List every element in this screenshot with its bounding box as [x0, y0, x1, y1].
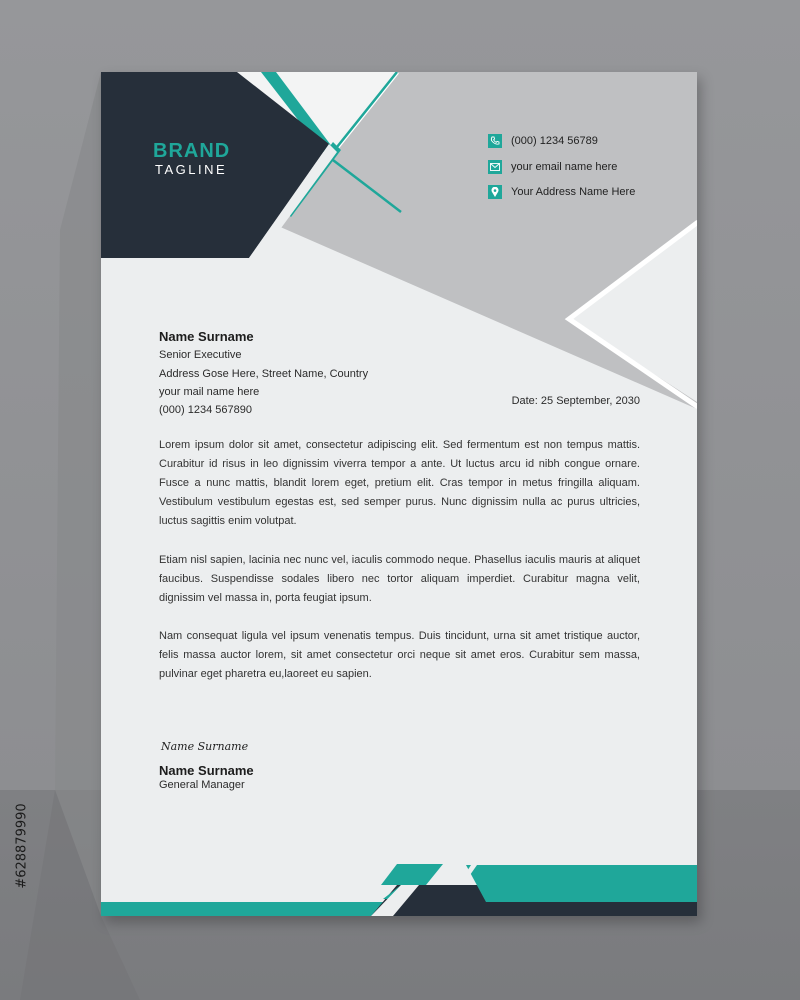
sender-phone: (000) 1234 567890 [159, 404, 252, 416]
body-paragraph-2: Etiam nisl sapien, lacinia nec nunc vel, iaculis commodo neque. Phasellus iaculis mauris at aliquet faucibus. Suspendisse sodales libero nec tortor aliquam imperdiet. Curabitur magna velit, dignissim vel massa in, porta feugiat ipsum. [159, 554, 640, 604]
contact-email [488, 159, 617, 175]
brand-name: BRAND [153, 140, 231, 162]
location-pin-icon [488, 185, 502, 199]
letter-date: Date: 25 September, 2030 [511, 395, 640, 407]
contact-phone [488, 133, 598, 149]
phone-icon [488, 134, 502, 148]
body-paragraph-1: Lorem ipsum dolor sit amet, consectetur adipiscing elit. Sed fermentum est non tempus mattis. Curabitur id risus in leo dignissim viverra tempor a ante. Ut luctus arcu id nibh congue ornare. Fusce a nunc mattis, blandit lorem eget, pretium elit. Cras tempor in metus fringilla aliquam. Vestibulum vestibulum egestas est, sed semper purus. Nunc dignissim nulla ac purus ultricies, luctus sagittis enim volutpat. [159, 439, 640, 527]
sender-email: your mail name here [159, 386, 260, 398]
letterhead-sheet [101, 72, 697, 916]
signature-script: Name Surname [161, 740, 249, 753]
footer-teal-tab [381, 864, 443, 885]
contact-address-text: Your Address Name Here [511, 186, 636, 198]
contact-phone-text: (000) 1234 56789 [511, 135, 598, 147]
sender-name: Name Surname [159, 329, 254, 344]
email-icon [488, 160, 502, 174]
sender-address: Address Gose Here, Street Name, Country [159, 368, 369, 380]
contact-email-text: your email name here [511, 161, 618, 173]
signature-title: General Manager [159, 779, 245, 791]
sender-title: Senior Executive [159, 349, 242, 361]
contact-address [488, 184, 635, 200]
signature-name: Name Surname [159, 763, 254, 778]
stock-id-label [10, 756, 34, 936]
body-paragraph-3: Nam consequat ligula vel ipsum venenatis tempus. Duis tincidunt, urna sit amet tristique auctor, felis massa auctor lorem, sit amet consectetur orci neque sit amet eros. Curabitur sem massa, pulvinar eget pharetra eu,laoreet eu sapien. [159, 630, 640, 680]
brand-tagline: TAGLINE [155, 162, 228, 177]
stock-id-text: #628879990 [14, 803, 30, 889]
